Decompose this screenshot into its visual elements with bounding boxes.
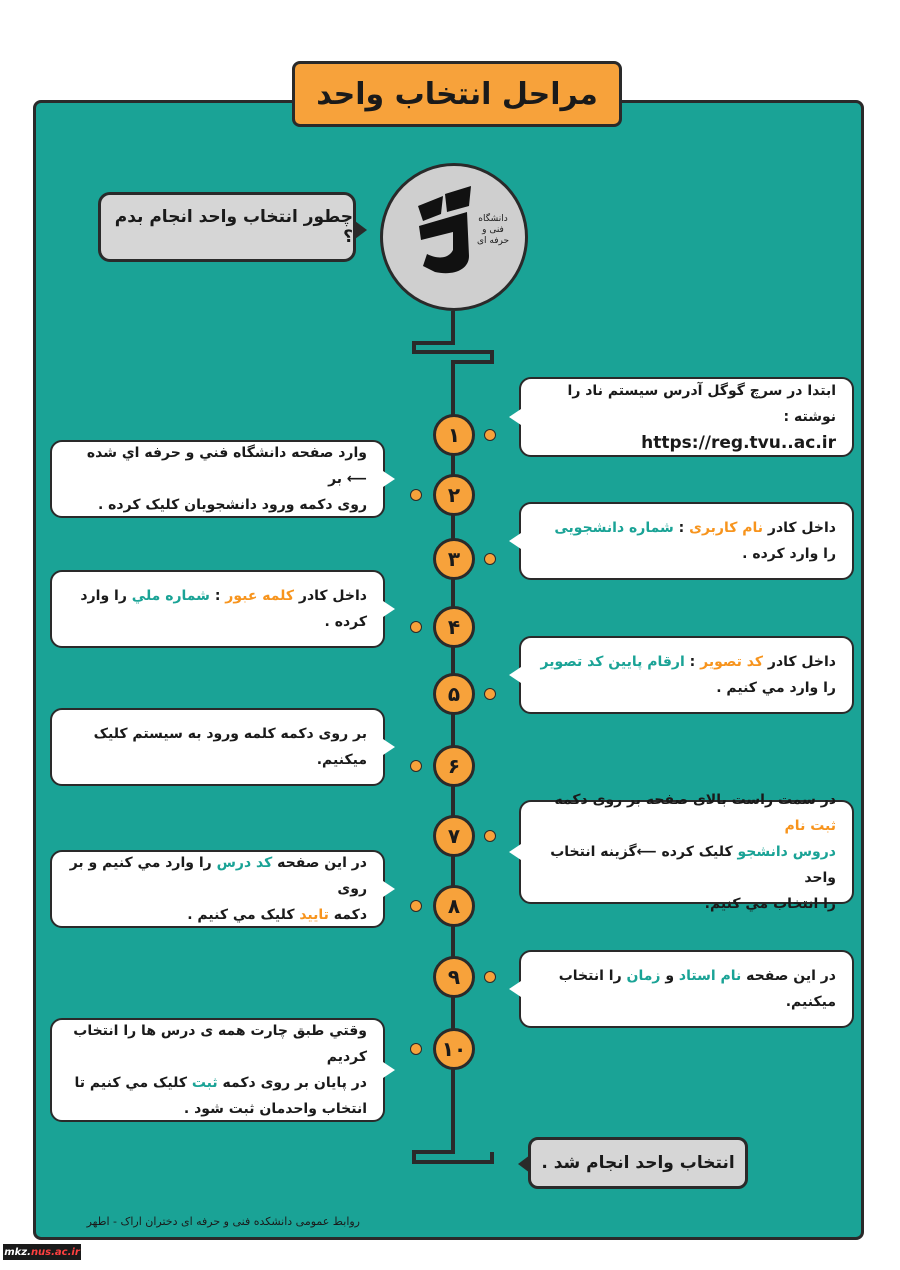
step-2-line1: وارد صفحه دانشگاه فني و حرفه اي شده ⟵ بر [86,445,367,487]
step-7-circle: ۷ [433,815,475,857]
step-8-highlight-course-code: کد درس [216,855,273,871]
step-9-dot [484,971,496,983]
step-3-card [519,502,854,580]
step-5-dot [484,688,496,700]
step-5-highlight-digits: ارقام پایین کد تصویر [540,654,685,670]
step-1-card [519,377,854,457]
step-8-text-c: را وارد مي کنیم و بر روی [69,855,367,897]
watermark-domain: nus.ac.ir [30,1246,80,1258]
step-5-text-a: داخل کادر [767,654,836,670]
step-9-highlight-professor: نام استاد [678,968,742,984]
step-10-line3: انتخاب واحدمان ثبت شود . [183,1101,367,1117]
step-3-highlight-username: نام کاربری [689,520,764,536]
step-9-circle: ۹ [433,956,475,998]
step-8-text-f: کلیک مي کنیم . [187,907,295,923]
step-10-line2 [68,1070,367,1096]
step-8-dot [410,900,422,912]
step-3-text-a: داخل کادر [767,520,836,536]
step-5-card [519,636,854,714]
step-7-highlight-courses: دروس دانشجو [737,844,836,860]
watermark-prefix: mkz. [4,1246,31,1258]
step-10-text-c: کلیک مي کنیم تا [74,1075,187,1091]
step-10-card [50,1018,385,1122]
step-5-circle: ۵ [433,673,475,715]
step-2-dot [410,489,422,501]
step-8-card [50,850,385,928]
step-3-circle: ۳ [433,538,475,580]
step-7-line1 [537,787,836,839]
end-bubble: انتخاب واحد انجام شد . [528,1137,748,1189]
step-9-card [519,950,854,1028]
step-1-url: https://reg.tvu..ac.ir [641,433,836,453]
step-8-line2 [68,902,367,928]
step-6-line1: بر روی دکمه کلمه ورود به سیستم کلیک میکنیم. [93,726,367,768]
step-8-text-d: دکمه [333,907,367,923]
step-9-text-e: را انتخاب میکنیم. [558,968,836,1010]
step-6-card [50,708,385,786]
step-3-colon: : [678,520,685,536]
step-4-card [50,570,385,648]
question-bubble: چطور انتخاب واحد انجام بدم ؟ [98,192,356,262]
step-3-line2: را وارد کرده . [742,546,836,562]
step-7-highlight-register: ثبت نام [784,818,836,834]
page-title: مراحل انتخاب واحد [292,61,622,127]
step-1-dot [484,429,496,441]
step-4-dot [410,621,422,633]
step-10-circle: ۱۰ [433,1028,475,1070]
step-4-text-e: را وارد کرده . [80,588,367,630]
step-7-line2 [537,839,836,891]
step-8-text-a: در این صفحه [277,855,367,871]
step-5-line2: را وارد مي کنیم . [716,680,836,696]
step-4-line1 [68,583,367,635]
step-10-line1: وقتي طبق چارت همه ی درس ها را انتخاب کردیم [73,1023,367,1065]
step-4-text-a: داخل کادر [298,588,367,604]
university-logo [380,163,528,311]
step-10-text-a: در پایان بر روی دکمه [222,1075,367,1091]
logo-caption: دانشگاه فنی و حرفه ای [476,214,510,246]
step-4-highlight-national-id: شماره ملي [131,588,210,604]
step-10-dot [410,1043,422,1055]
step-1-circle: ۱ [433,414,475,456]
step-4-colon: : [214,588,221,604]
step-9-text-c: و [665,968,675,984]
step-8-highlight-confirm: تایید [299,907,329,923]
step-7-dot [484,830,496,842]
step-4-circle: ۴ [433,606,475,648]
step-9-line1 [537,963,836,1015]
step-8-circle: ۸ [433,885,475,927]
step-8-line1 [68,850,367,902]
step-10-highlight-submit: ثبت [191,1075,218,1091]
footer-credit: روابط عمومی دانشکده فنی و حرفه ای دختران اراک - اطهر [86,1215,360,1228]
step-2-circle: ۲ [433,474,475,516]
step-7-text-a: در سمت راست بالای صفحه بر روی دکمه [554,792,836,808]
step-2-line2: روی دکمه ورود دانشجویان کلیک کرده . [97,497,367,513]
step-7-line3: را انتخاب مي کنیم. [704,896,836,912]
step-3-highlight-student-number: شماره دانشجویی [554,520,674,536]
step-3-line1 [537,515,836,541]
step-5-line1 [537,649,836,675]
step-6-dot [410,760,422,772]
step-7-card [519,792,854,912]
step-6-circle: ۶ [433,745,475,787]
watermark [3,1244,81,1260]
step-9-text-a: در این صفحه [746,968,836,984]
step-2-card [50,440,385,518]
step-4-highlight-password: کلمه عبور [225,588,295,604]
step-7-text-d: کلیک کرده ⟵گزینه انتخاب واحد [550,844,836,886]
step-5-highlight-captcha: کد تصویر [700,654,764,670]
step-3-dot [484,553,496,565]
step-9-highlight-time: زمان [626,968,661,984]
step-5-colon: : [689,654,696,670]
step-1-line1: ابتدا در سرچ گوگل آدرس سیستم ناد را نوشته : [567,383,836,425]
